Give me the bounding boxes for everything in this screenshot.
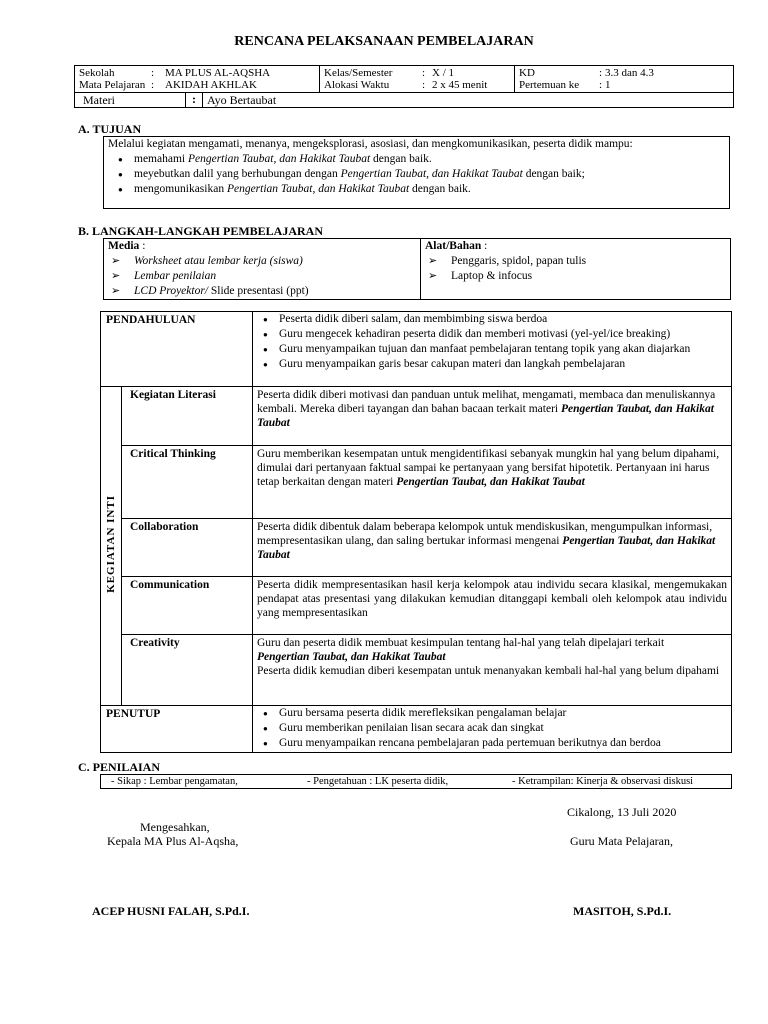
list-item: ● Guru menyampaikan garis besar cakupan materi dan langkah pembelajaran [253,357,731,372]
row-label-communication: Communication [122,577,253,635]
list-item: ● Guru mengecek kehadiran peserta didik dan memberi motivasi (yel-yel/ice breaking) [253,327,731,342]
list-item: ● meyebutkan dalil yang berhubungan dengan Pengertian Taubat, dan Hakikat Taubat dengan baik; [108,167,725,182]
list-item: ● Guru menyampaikan tujuan dan manfaat pembelajaran tentang topik yang akan diajarkan [253,342,731,357]
kd-value: 3.3 dan 4.3 [605,67,654,79]
list-item: ● Guru memberikan penilaian lisan secara acak dan singkat [253,721,731,736]
list-item: ➢ Penggaris, spidol, papan tulis [425,254,726,269]
list-item: ➢ Laptop & infocus [425,269,726,284]
penutup-label: PENUTUP [101,706,253,753]
page-title: RENCANA PELAKSANAAN PEMBELAJARAN [234,34,534,49]
colon: : [599,67,603,79]
media-cell: Media : ➢ Worksheet atau lembar kerja (siswa) ➢ Lembar penilaian ➢ LCD Proyektor/ Slide presentasi (ppt) [104,239,421,300]
sekolah-value: MA PLUS AL-AQSHA [165,67,271,79]
list-item: ● Guru menyampaikan rencana pembelajaran pada pertemuan berikutnya dan berdoa [253,736,731,751]
pertemuan-label: Pertemuan ke [519,79,580,91]
langkah-heading: B. LANGKAH-LANGKAH PEMBELAJARAN [78,224,324,238]
row-label-creativity: Creativity [122,635,253,706]
row-desc-communication: Peserta didik mempresentasikan hasil kerja kelompok atau individu secara klasikal, mengemukakan pendapat atas presentasi yang dilakukan kemudian ditanggapi kembali oleh kelompok atau individu yang mempresentasikan [253,577,732,635]
row-label-literasi: Kegiatan Literasi [122,387,253,446]
list-item: ● memahami Pengertian Taubat, dan Hakikat Taubat dengan baik. [108,152,725,167]
pendahuluan-label: PENDAHULUAN [101,312,253,387]
kd-label: KD [519,67,535,79]
penutup-cell [253,706,732,753]
pendahuluan-cell [253,312,732,387]
kelas-value: X / 1 [432,67,454,79]
list-item: ➢ LCD Proyektor/ Slide presentasi (ppt) [108,284,416,299]
mapel-label: Mata Pelajaran [79,79,146,91]
tujuan-intro: Melalui kegiatan mengamati, menanya, mengeksplorasi, asosiasi, dan mengkomunikasikan, peserta didik mampu: [108,138,633,150]
row-label-collaboration: Collaboration [122,519,253,577]
colon: : [151,79,155,91]
row-desc-critical: Guru memberikan kesempatan untuk mengidentifikasi sebanyak mungkin hal yang belum dipahami, dimulai dari pertanyaan faktual sampai ke pertanyaan yang bersifat hipotetik. Pertanyaan ini harus tetap berkaitan dengan materi Pengertian Taubat, dan Hakikat Taubat [253,446,732,519]
materi-colon: : [186,93,203,108]
guru-title: Guru Mata Pelajaran, [570,834,673,848]
guru-name: MASITOH, S.Pd.I. [573,904,672,918]
list-item: ● mengomunikasikan Pengertian Taubat, dan Hakikat Taubat dengan baik. [108,182,725,197]
row-label-critical: Critical Thinking [122,446,253,519]
list-item: ➢ Lembar penilaian [108,269,416,284]
alat-label: Alat/Bahan [425,240,482,252]
identity-table [74,65,734,108]
list-item: ● Guru bersama peserta didik merefleksikan pengalaman belajar [253,706,731,721]
list-item: ➢ Worksheet atau lembar kerja (siswa) [108,254,416,269]
kepala-title: Kepala MA Plus Al-Aqsha, [107,834,239,848]
alokasi-value: 2 x 45 menit [432,79,488,91]
activity-table [100,311,732,753]
place-date: Cikalong, 13 Juli 2020 [567,805,677,819]
row-desc-literasi: Peserta didik diberi motivasi dan panduan untuk melihat, mengamati, membaca dan menuliskannya kembali. Mereka diberi tayangan dan bahan bacaan terkait materi Pengertian Taubat, dan Hakikat Taubat [253,387,732,446]
mengesahkan: Mengesahkan, [140,820,210,834]
colon: : [422,79,426,91]
tujuan-box [103,136,730,209]
row-desc-creativity: Guru dan peserta didik membuat kesimpulan tentang hal-hal yang telah dipelajari terkait Pengertian Taubat, dan Hakikat Taubat Peserta didik kemudian diberi kesempatan untuk menanyakan kembali hal-hal yang belum dipahami [253,635,732,706]
media-table [103,238,731,300]
colon: : [599,79,603,91]
penilaian-keterampilan: - Ketrampilan: Kinerja & observasi diskusi [512,776,694,787]
kegiatan-inti-label: KEGIATAN INTI [105,495,117,593]
kegiatan-inti-cell [101,387,122,706]
materi-value: Ayo Bertaubat [203,93,734,108]
tujuan-list [108,152,725,197]
alat-cell: Alat/Bahan : ➢ Penggaris, spidol, papan tulis ➢ Laptop & infocus [421,239,731,300]
sekolah-label: Sekolah [79,67,115,79]
materi-label: Materi [75,93,186,108]
pertemuan-value: 1 [605,79,611,91]
colon: : [151,67,155,79]
colon: : [422,67,426,79]
penilaian-box [100,774,732,789]
row-desc-collaboration: Peserta didik dibentuk dalam beberapa kelompok untuk mendiskusikan, mengumpulkan informasi, mempresentasikan ulang, dan saling bertukar informasi mengenai Pengertian Taubat, dan Hakikat Taubat [253,519,732,577]
media-label: Media [108,240,140,252]
penilaian-sikap: - Sikap : Lembar pengamatan, [111,776,238,787]
mapel-value: AKIDAH AKHLAK [165,79,257,91]
penilaian-pengetahuan: - Pengetahuan : LK peserta didik, [307,776,449,787]
tujuan-heading: A. TUJUAN [78,122,142,136]
penilaian-heading: C. PENILAIAN [78,760,161,774]
list-item: ● Peserta didik diberi salam, dan membimbing siswa berdoa [253,312,731,327]
alokasi-label: Alokasi Waktu [324,79,390,91]
kepala-name: ACEP HUSNI FALAH, S.Pd.I. [92,904,250,918]
kelas-label: Kelas/Semester [324,67,393,79]
